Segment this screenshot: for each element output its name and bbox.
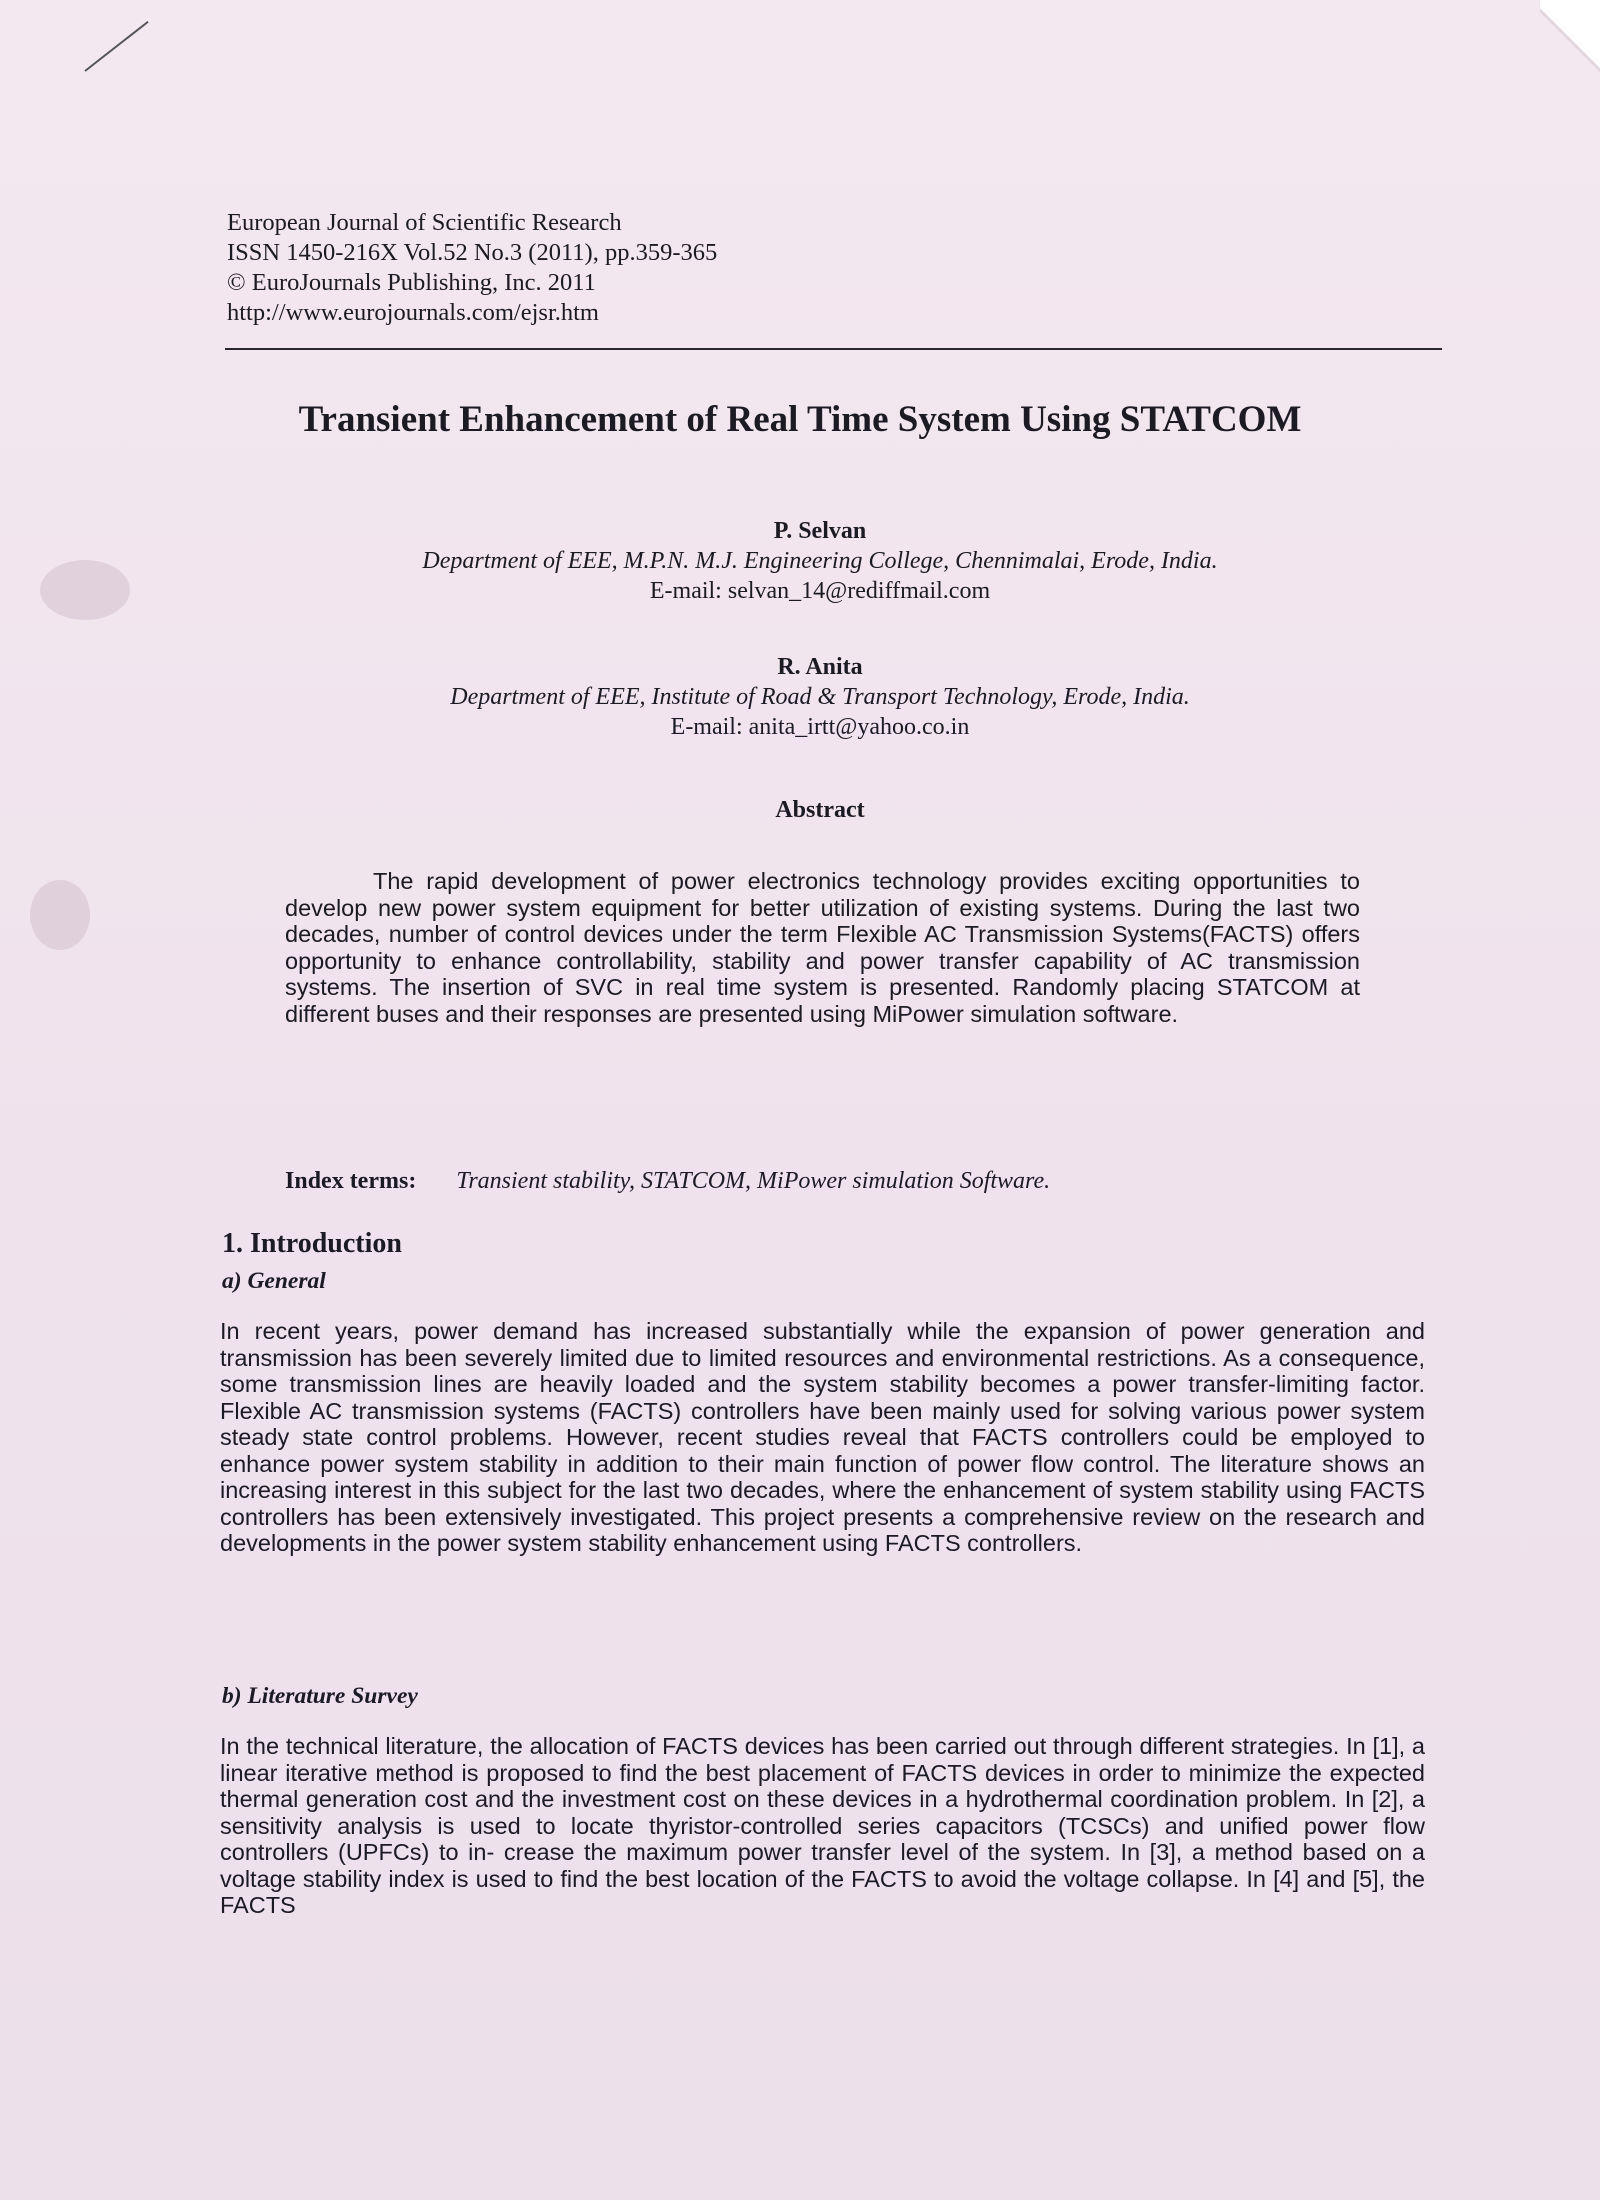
index-terms-list: Transient stability, STATCOM, MiPower simulation Software. [456, 1168, 1051, 1194]
author-email[interactable]: E-mail: anita_irtt@yahoo.co.in [670, 714, 970, 740]
smudge-mark [30, 880, 90, 950]
header-rule [225, 348, 1442, 350]
journal-name: European Journal of Scientific Research [227, 209, 622, 236]
pen-mark [84, 21, 148, 72]
journal-info [227, 208, 1442, 328]
author-name: P. Selvan [773, 518, 867, 544]
author-block [200, 652, 1440, 742]
journal-issn: ISSN 1450-216X Vol.52 No.3 (2011), pp.359-365 [227, 239, 718, 266]
subsection-heading-general: a) General [222, 1268, 326, 1294]
abstract-text: The rapid development of power electronics technology provides exciting opportunities to develop new power system equipment for better utilization of existing systems. During the last two decades, number of control devices under the term Flexible AC Transmission Systems(FACTS) offers opportunity to enhance controllability, stability and power transfer capability of AC transmission systems. The insertion of SVC in real time system is presented. Randomly placing STATCOM at different buses and their responses are presented using MiPower simulation software. [285, 868, 1360, 1027]
author-name: R. Anita [777, 654, 863, 680]
author-department: Department of EEE, Institute of Road & Transport Technology, Erode, India. [450, 684, 1190, 710]
author-email[interactable]: E-mail: selvan_14@rediffmail.com [649, 578, 991, 604]
paragraph-literature: In the technical literature, the allocation of FACTS devices has been carried out through different strategies. In [1], a linear iterative method is proposed to find the best placement of FACTS devices in order to minimize the expected thermal generation cost and the investment cost on these devices in a hydrothermal coordination problem. In [2], a sensitivity analysis is used to locate thyristor-controlled series capacitors (TCSCs) and unified power flow controllers (UPFCs) to in- crease the maximum power transfer level of the system. In [3], a method based on a voltage stability index is used to find the best location of the FACTS to avoid the voltage collapse. In [4] and [5], the FACTS [220, 1733, 1425, 1918]
author-block [200, 516, 1440, 606]
journal-copyright: © EuroJournals Publishing, Inc. 2011 [227, 269, 596, 296]
journal-url[interactable]: http://www.eurojournals.com/ejsr.htm [227, 299, 599, 326]
paper-title: Transient Enhancement of Real Time System Using STATCOM [298, 399, 1302, 440]
index-terms [285, 1168, 1385, 1195]
paragraph-general: In recent years, power demand has increased substantially while the expansion of power generation and transmission has been severely limited due to limited resources and environmental restrictions. As a consequence, some transmission lines are heavily loaded and the system stability becomes a power transfer-limiting factor. Flexible AC transmission systems (FACTS) controllers have been mainly used for solving various power system steady state control problems. However, recent studies reveal that FACTS controllers could be employed to enhance power system stability in addition to their main function of power flow control. The literature shows an increasing interest in this subject for the last two decades, where the enhancement of system stability using FACTS controllers has been extensively investigated. This project presents a comprehensive review on the research and developments in the power system stability enhancement using FACTS controllers. [220, 1318, 1425, 1556]
abstract-heading: Abstract [775, 797, 865, 823]
subsection-heading-literature: b) Literature Survey [222, 1683, 418, 1709]
section-heading-introduction: 1. Introduction [222, 1228, 402, 1259]
page-corner-fold [1540, 0, 1600, 80]
author-department: Department of EEE, M.P.N. M.J. Engineering College, Chennimalai, Erode, India. [422, 548, 1218, 574]
index-terms-label: Index terms: [285, 1168, 417, 1194]
smudge-mark [40, 560, 130, 620]
